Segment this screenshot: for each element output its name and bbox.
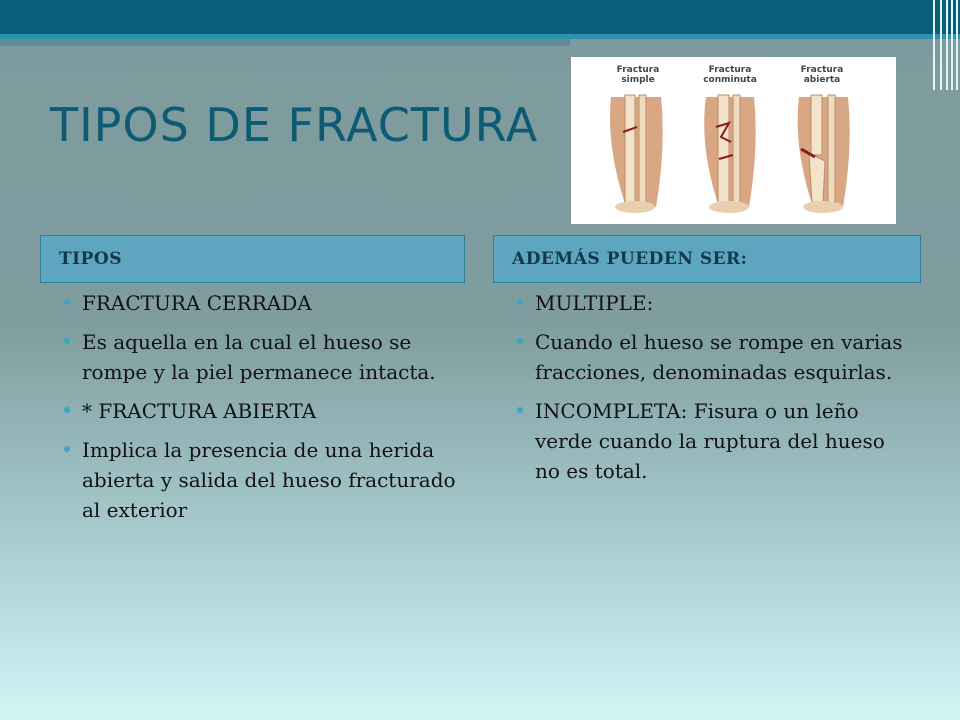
- bullet-icon: [64, 407, 70, 413]
- slide-title: TIPOS DE FRACTURA: [50, 98, 539, 152]
- caption-simple: Fractura simple: [616, 65, 660, 85]
- caption-conminuta: Fractura conminuta: [703, 65, 757, 85]
- left-bullet-list: [56, 288, 461, 534]
- bullet-icon: [64, 446, 70, 452]
- list-item: MULTIPLE:: [509, 288, 909, 318]
- bullet-icon: [517, 299, 523, 305]
- legs-illustration: [571, 57, 896, 224]
- right-bullet-list: [509, 288, 909, 495]
- bullet-icon: [517, 407, 523, 413]
- decorative-stripes: [926, 0, 960, 90]
- list-item: Cuando el hueso se rompe en varias fracciones, denominadas esquirlas.: [509, 327, 909, 387]
- list-item: Es aquella en la cual el hueso se rompe y la piel permanece intacta.: [56, 327, 461, 387]
- top-bar: [0, 0, 960, 34]
- fracture-types-image: [571, 57, 896, 224]
- leg-abierta: [798, 95, 850, 213]
- bullet-icon: [64, 299, 70, 305]
- bullet-icon: [64, 338, 70, 344]
- leg-simple: [610, 95, 663, 213]
- left-column-header: TIPOS: [40, 235, 465, 283]
- top-bar-shadow: [0, 39, 570, 46]
- list-item: * FRACTURA ABIERTA: [56, 396, 461, 426]
- list-item: FRACTURA CERRADA: [56, 288, 461, 318]
- right-column-header: ADEMÁS PUEDEN SER:: [493, 235, 921, 283]
- caption-abierta: Fractura abierta: [800, 65, 844, 85]
- list-item: INCOMPLETA: Fisura o un leño verde cuando la ruptura del hueso no es total.: [509, 396, 909, 486]
- bullet-icon: [517, 338, 523, 344]
- list-item: Implica la presencia de una herida abierta y salida del hueso fracturado al exterior: [56, 435, 461, 525]
- leg-conminuta: [704, 95, 755, 213]
